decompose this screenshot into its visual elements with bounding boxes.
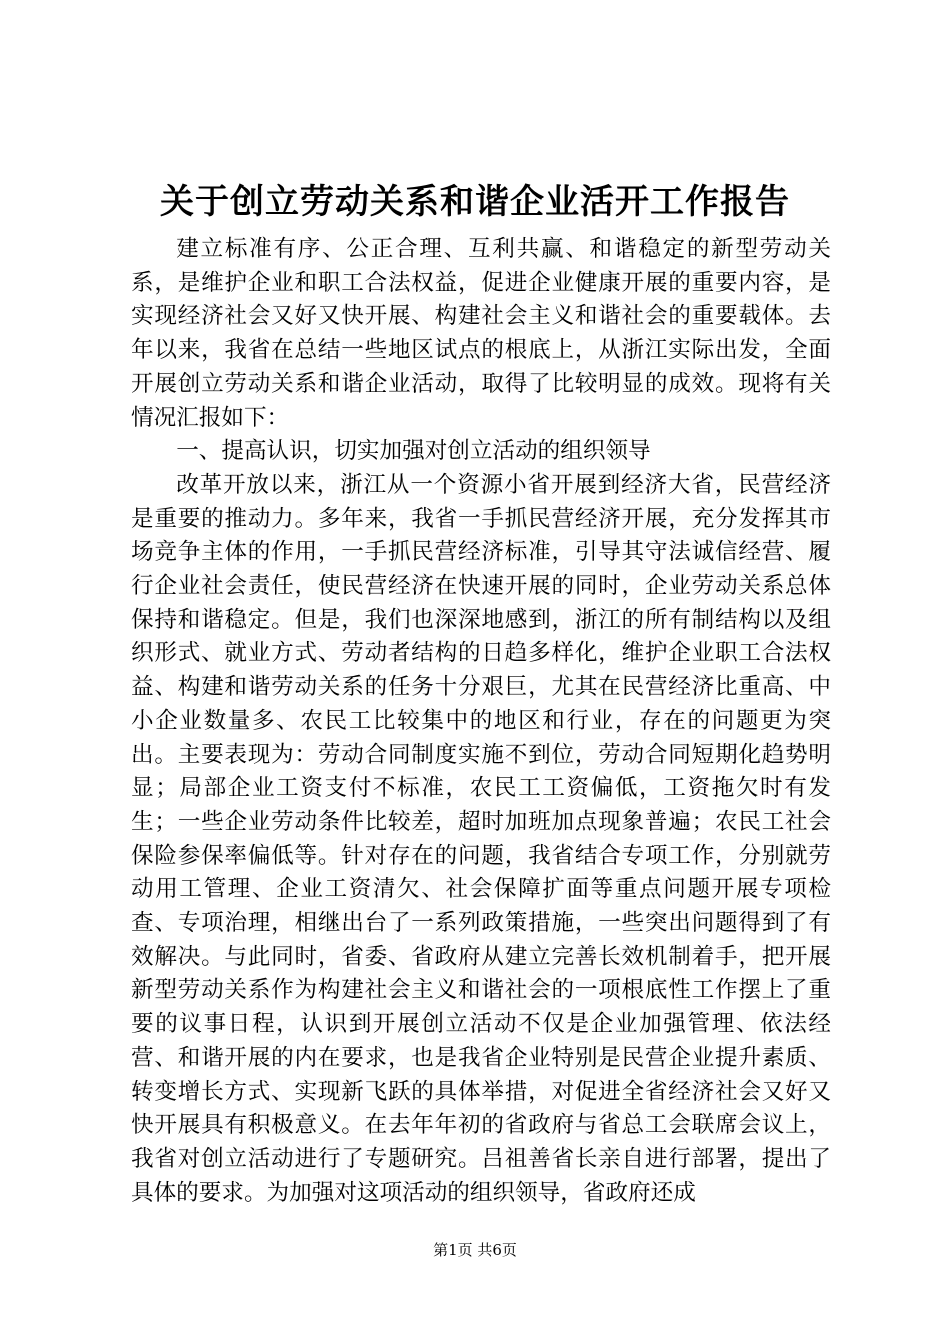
paragraph-intro: 建立标准有序、公正合理、互利共赢、和谐稳定的新型劳动关系，是维护企业和职工合法权益，促进企业健康开展的重要内容，是实现经济社会又好又快开展、构建社会主义和谐社会的重要载体。去年以来，我省在总结一些地区试点的根底上，从浙江实际出发，全面开展创立劳动关系和谐企业活动，取得了比较明显的成效。现将有关情况汇报如下： <box>131 236 831 431</box>
paragraph-main: 改革开放以来，浙江从一个资源小省开展到经济大省，民营经济是重要的推动力。多年来，我省一手抓民营经济开展，充分发挥其市场竞争主体的作用，一手抓民营经济标准，引导其守法诚信经营、履行企业社会责任，使民营经济在快速开展的同时，企业劳动关系总体保持和谐稳定。但是，我们也深深地感到，浙江的所有制结构以及组织形式、就业方式、劳动者结构的日趋多样化，维护企业职工合法权益、构建和谐劳动关系的任务十分艰巨，尤其在民营经济比重高、中小企业数量多、农民工比较集中的地区和行业，存在的问题更为突出。主要表现为：劳动合同制度实施不到位，劳动合同短期化趋势明显；局部企业工资支付不标准，农民工工资偏低，工资拖欠时有发生；一些企业劳动条件比较差，超时加班加点现象普遍；农民工社会保险参保率偏低等。针对存在的问题，我省结合专项工作，分别就劳动用工管理、企业工资清欠、社会保障扩面等重点问题开展专项检查、专项治理，相继出台了一系列政策措施，一些突出问题得到了有效解决。与此同时，省委、省政府从建立完善长效机制着手，把开展新型劳动关系作为构建社会主义和谐社会的一项根底性工作摆上了重要的议事日程，认识到开展创立活动不仅是企业加强管理、依法经营、和谐开展的内在要求，也是我省企业特别是民营企业提升素质、转变增长方式、实现新飞跃的具体举措，对促进全省经济社会又好又快开展具有积极意义。在去年年初的省政府与省总工会联席会议上，我省对创立活动进行了专题研究。吕祖善省长亲自进行部署，提出了具体的要求。为加强对这项活动的组织领导，省政府还成 <box>131 471 831 1206</box>
document-title: 关于创立劳动关系和谐企业活开工作报告 <box>160 182 790 222</box>
page-footer: 第1页 共6页 <box>433 1241 517 1259</box>
section-heading: 一、提高认识，切实加强对创立活动的组织领导 <box>176 438 651 465</box>
document-body <box>131 233 831 1210</box>
